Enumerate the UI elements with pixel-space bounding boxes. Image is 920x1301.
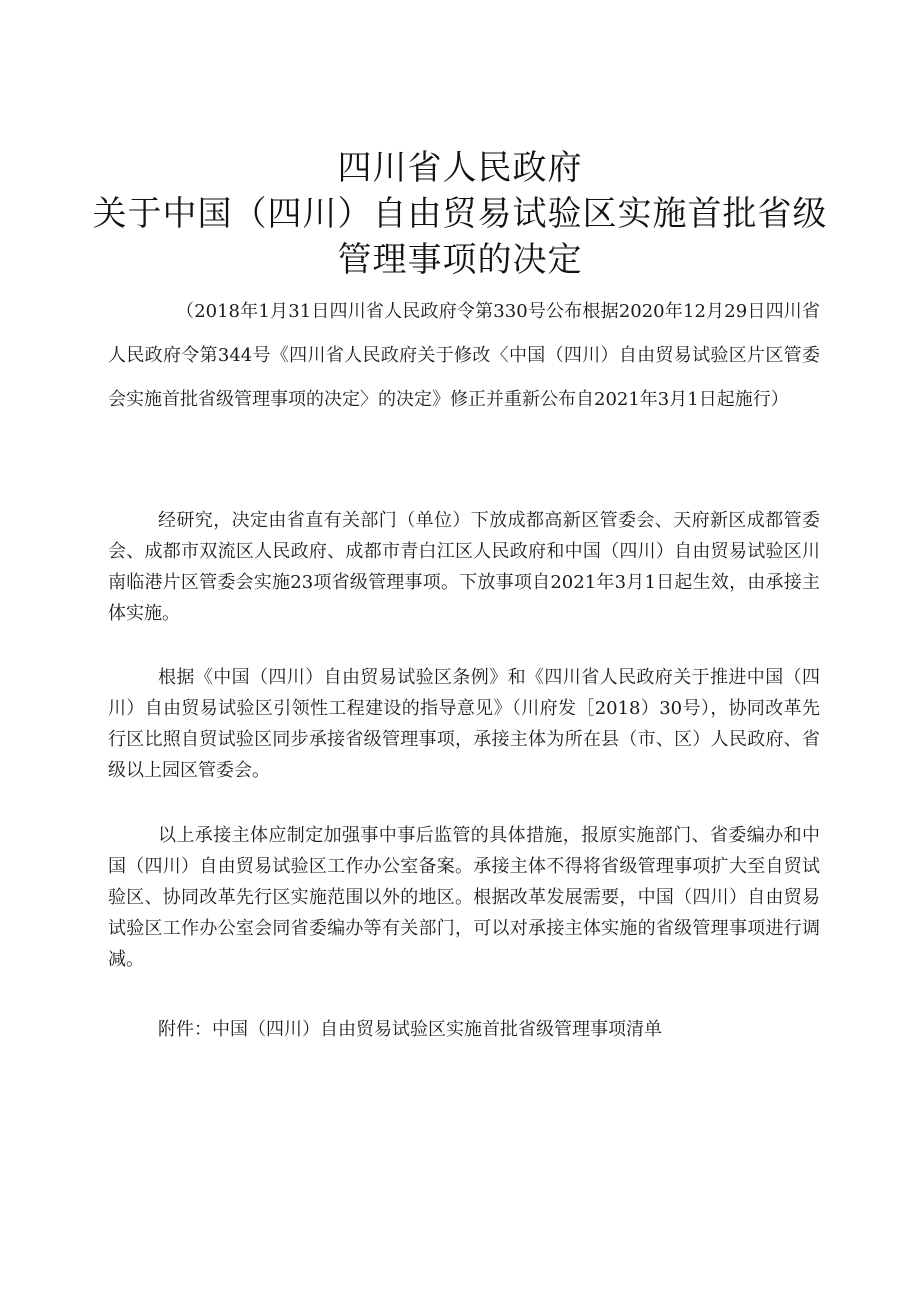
body-paragraph-1: 经研究，决定由省直有关部门（单位）下放成都高新区管委会、天府新区成都管委会、成都市双流区人民政府、成都市青白江区人民政府和中国（四川）自由贸易试验区川南临港片区管委会实施23项省级管理事项。下放事项自2021年3月1日起生效，由承接主体实施。	[108, 510, 820, 624]
title-line-1: 四川省人民政府	[337, 148, 583, 188]
title-line-2: 关于中国（四川）自由贸易试验区实施首批省级	[92, 194, 828, 234]
publication-note: （2018年1月31日四川省人民政府令第330号公布根据2020年12月29日四川省人民政府令第344号《四川省人民政府关于修改〈中国（四川）自由贸易试验区片区管委会实施首批省级管理事项的决定〉的决定》修正并重新公布自2021年3月1日起施行）	[108, 301, 820, 410]
title-line-3: 管理事项的决定	[337, 240, 583, 280]
body-paragraph-2: 根据《中国（四川）自由贸易试验区条例》和《四川省人民政府关于推进中国（四川）自由贸易试验区引领性工程建设的指导意见》（川府发［2018）30号），协同改革先行区比照自贸试验区同步承接省级管理事项，承接主体为所在县（市、区）人民政府、省级以上园区管委会。	[108, 667, 820, 781]
body-paragraph-3: 以上承接主体应制定加强事中事后监管的具体措施，报原实施部门、省委编办和中国（四川）自由贸易试验区工作办公室备案。承接主体不得将省级管理事项扩大至自贸试验区、协同改革先行区实施范围以外的地区。根据改革发展需要，中国（四川）自由贸易试验区工作办公室会同省委编办等有关部门，可以对承接主体实施的省级管理事项进行调减。	[108, 825, 820, 970]
attachment-line: 附件：中国（四川）自由贸易试验区实施首批省级管理事项清单	[158, 1019, 662, 1040]
